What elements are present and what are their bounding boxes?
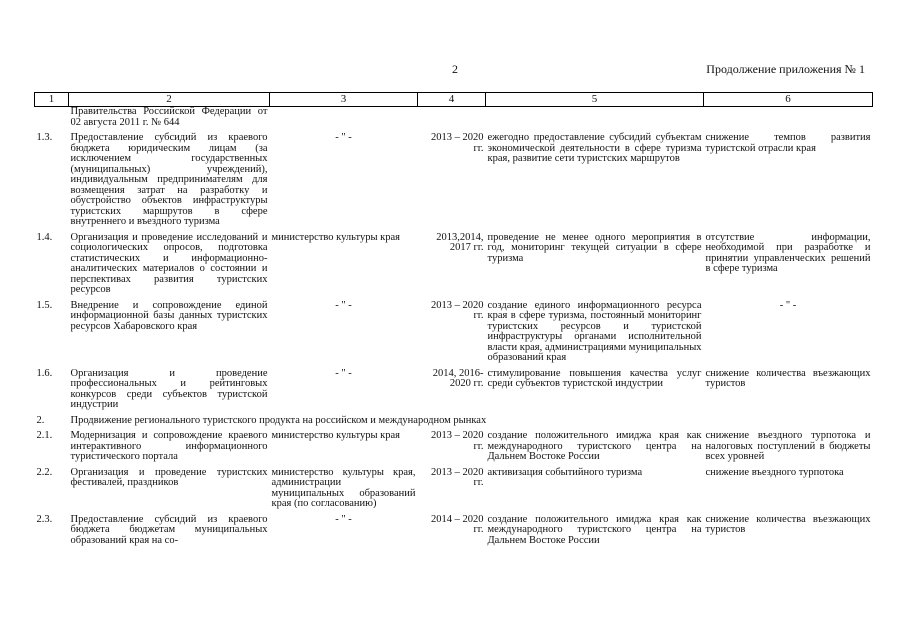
table-row: [35, 431, 873, 468]
table-row: [35, 515, 873, 552]
row-number: 1.4.: [36, 231, 53, 243]
result-text: стимулирование повышения качества услуг среди субъектов туристской индустрии: [487, 367, 702, 389]
table-row: [35, 369, 873, 416]
result-text: ежегодно предоставление субсидий субъектам экономической деятельности в сфере туризма края, развитие сети туристских маршрутов: [487, 132, 702, 164]
measure-text: Организация и проведение туристских фестивалей, праздников: [70, 466, 268, 488]
executor-text: [270, 107, 418, 134]
table-row: [35, 233, 873, 301]
row-number: 1.6.: [36, 367, 53, 379]
consequence-text: снижение въездного турпотока: [705, 466, 844, 478]
executor-text: министерство культуры края: [271, 231, 401, 243]
result-text: создание положительного имиджа края как международного туристского центра на Дальнем Востоке России: [487, 430, 702, 462]
executor-text: - " -: [335, 513, 352, 525]
table-row: [35, 301, 873, 369]
col-header-5: 5: [486, 93, 704, 107]
measure-text: Предоставление субсидий из краевого бюджета юридическим лицам (за исключением государственных (муниципальных) учреждений), индивидуальным предпринимателям для возмещения затрат на разработку и обустройство объектов инфраструктуры туристских маршрутов в сфере внутреннего и въездного туризма: [70, 132, 268, 227]
measure-text: Правительства Российской Федерации от 02 августа 2011 г. № 644: [70, 106, 268, 128]
measure-text: Организация и проведение профессиональных и рейтинговых конкурсов среди субъектов туристской индустрии: [70, 367, 268, 410]
row-number: 1.5.: [36, 299, 53, 311]
continuation-label: Продолжение приложения № 1: [706, 62, 865, 76]
col-header-2: 2: [69, 93, 270, 107]
consequence-text: [704, 107, 873, 134]
measure-text: Модернизация и сопровождение краевого интерактивного информационного туристического портала: [70, 430, 268, 462]
result-text: создание единого информационного ресурса края в сфере туризма, постоянный мониторинг туристских ресурсов и туристской инфраструктуры органами исполнительной власти края, администрациями муниципальных образований края: [487, 299, 702, 363]
consequence-text: - " -: [779, 299, 797, 311]
row-number: 2.2.: [36, 466, 53, 478]
measure-text: Предоставление субсидий из краевого бюджета бюджетам муниципальных образований края на со-: [70, 513, 268, 546]
result-text: [486, 107, 704, 134]
row-number: 1.3.: [36, 132, 53, 143]
col-header-6: 6: [704, 93, 873, 107]
executor-text: - " -: [335, 367, 352, 379]
col-header-4: 4: [418, 93, 486, 107]
header-row: [35, 93, 873, 107]
executor-text: - " -: [335, 132, 352, 143]
page-number: 2: [452, 62, 458, 76]
table-row: [35, 133, 873, 233]
period-text: 2013,2014, 2017 гг.: [436, 231, 484, 253]
program-table: [34, 92, 873, 551]
period-text: 2013 – 2020 гг.: [431, 430, 484, 452]
measure-text: Внедрение и сопровождение единой информационной базы данных туристских ресурсов Хабаровского края: [70, 299, 268, 332]
row-number: 2.1.: [36, 430, 53, 441]
executor-text: министерство культуры края, администрации муниципальных образований края (по согласованию): [271, 466, 416, 509]
consequence-text: снижение количества въезжающих туристов: [705, 367, 871, 389]
section-row: [35, 416, 873, 432]
section-number: 2.: [36, 414, 45, 426]
result-text: активизация событийного туризма: [487, 466, 643, 478]
section-title: Продвижение регионального туристского продукта на российском и международном рынках: [70, 414, 487, 426]
col-header-3: 3: [270, 93, 418, 107]
period-text: 2014, 2016-2020 гг.: [432, 367, 484, 389]
consequence-text: снижение количества въезжающих туристов: [705, 513, 871, 535]
consequence-text: снижение въездного турпотока и налоговых поступлений в бюджеты всех уровней: [705, 430, 871, 462]
period-text: 2014 – 2020 гг.: [431, 513, 484, 535]
col-header-1: 1: [35, 93, 69, 107]
period-text: [418, 107, 486, 134]
period-text: 2013 – 2020 гг.: [431, 466, 484, 488]
executor-text: министерство культуры края: [271, 430, 401, 441]
consequence-text: отсутствие информации, необходимой при разработке и принятии управленческих решений в сфере туризма: [705, 231, 871, 274]
result-text: создание положительного имиджа края как международного туристского центра на Дальнем Востоке России: [487, 513, 702, 546]
period-text: 2013 – 2020 гг.: [431, 132, 484, 154]
row-number: [35, 107, 69, 134]
executor-text: - " -: [335, 299, 352, 311]
measure-text: Организация и проведение исследований и социологических опросов, подготовка статистических и информационно-аналитических материалов о состоянии и перспективах развития туристских ресурсов: [70, 231, 268, 295]
table-row: [35, 107, 873, 134]
consequence-text: снижение темпов развития туристской отрасли края: [705, 132, 871, 154]
result-text: проведение не менее одного мероприятия в год, мониторинг текущей ситуации в сфере туризма: [487, 231, 702, 264]
table-row: [35, 468, 873, 515]
row-number: 2.3.: [36, 513, 53, 525]
period-text: 2013 – 2020 гг.: [431, 299, 484, 321]
